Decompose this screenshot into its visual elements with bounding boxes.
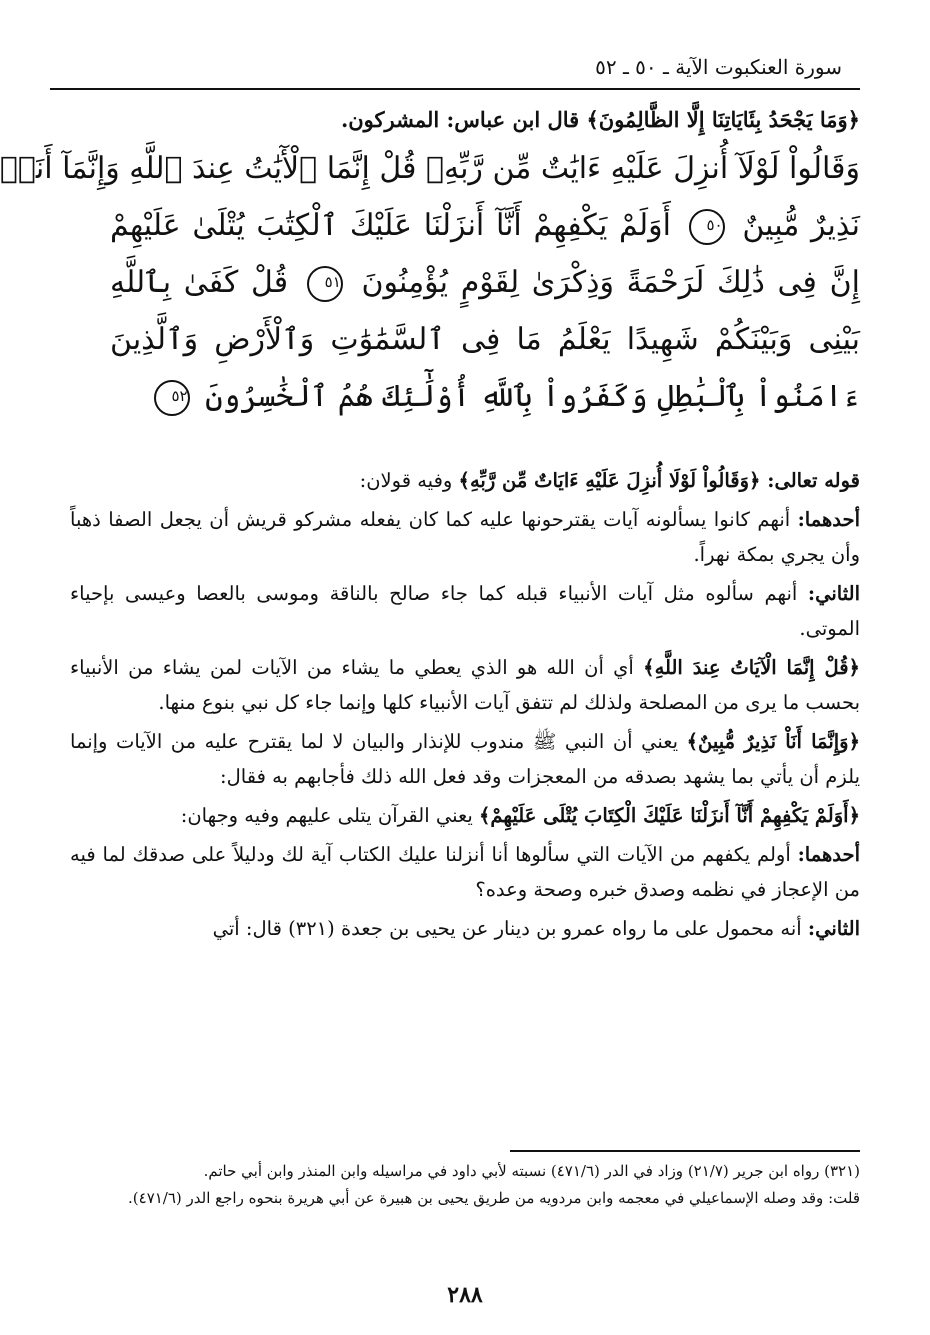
- paragraph-text: أولم يكفهم من الآيات التي سألوها أنا أنزلنا عليك الكتاب آية لك ودليلاً على صدقك لما فيه من الإعجاز في نظمه وصدق خبره وصحة وعده؟: [70, 843, 860, 901]
- header-divider: [50, 88, 860, 90]
- commentary-body: [70, 463, 860, 950]
- intro-line: ﴿وَمَا يَجْحَدُ بِئَايَاتِنَا إِلَّا الظَّالِمُونَ﴾ قال ابن عباس: المشركون.: [340, 107, 860, 132]
- paragraph: [70, 463, 860, 498]
- paragraph-text: وفيه قولان:: [359, 469, 459, 492]
- ayah-number-marker: ٥٠: [689, 209, 725, 245]
- paragraph: [70, 837, 860, 907]
- paragraph: [70, 576, 860, 646]
- paragraph-lead: أحدهما:: [797, 843, 860, 866]
- paragraph-lead: الثاني:: [807, 917, 860, 940]
- paragraph-text: أنه محمول على ما رواه عمرو بن دينار عن يحيى بن جعدة (٣٢١) قال: أتي: [212, 917, 808, 940]
- paragraph: [70, 798, 860, 833]
- paragraph: [70, 911, 860, 946]
- quran-segment: قُلْ كَفَىٰ بِٱللَّهِ: [110, 265, 289, 300]
- ayah-number-marker: ٥٢: [154, 380, 190, 416]
- paragraph-text: أي أن الله هو الذي يعطي ما يشاء من الآيات لمن يشاء من الأنبياء بحسب ما يرى من المصلحة ولذلك لم تتفق آيات الأنبياء كلها وإنما جاء كل نبي بنوع منها.: [70, 656, 860, 714]
- quran-line-3: [110, 254, 860, 311]
- paragraph: [70, 502, 860, 572]
- paragraph-lead: ﴿أَوَلَمْ يَكْفِهِمْ أَنَّآ أَنزَلْنَا عَلَيْكَ الْكِتَابَ يُتْلَى عَلَيْهِمْ﴾: [479, 804, 860, 827]
- paragraph: [70, 724, 860, 794]
- paragraph-text: يعني أن النبي ﷺ مندوب للإنذار والبيان لا لما يقترح عليه من الآيات وإنما يلزم أن يأتي بما يشهد بصدقه من المعجزات وقد فعل الله ذلك فأجابهم به فقال:: [70, 730, 860, 788]
- quran-segment: إِنَّ فِى ذَٰلِكَ لَرَحْمَةً وَذِكْرَىٰ لِقَوْمٍ يُؤْمِنُونَ: [361, 265, 860, 300]
- footnote: قلت: وقد وصله الإسماعيلي في معجمه وابن مردويه من طريق يحيى بن هبيرة عن أبي هريرة بنحوه راجع الدر (٤٧١/٦).: [128, 1189, 860, 1207]
- paragraph-text: أنهم كانوا يسألونه آيات يقترحونها عليه كما كان يفعله مشركو قريش أن يجعل الصفا ذهباً وأن يجري بمكة نهراً.: [70, 508, 860, 566]
- running-header: سورة العنكبوت الآية ـ ٥٠ ـ ٥٢: [595, 55, 842, 79]
- paragraph-lead: قوله تعالى: ﴿وَقَالُواْ لَوْلَا أُنزِلَ عَلَيْهِ ءَايَاتٌ مِّن رَّبِّهِ﴾: [458, 469, 860, 492]
- footnote-divider: [510, 1150, 860, 1152]
- paragraph: [70, 650, 860, 720]
- verse-block: [0, 100, 860, 425]
- paragraph-lead: ﴿وَإِنَّمَا أَنَاْ نَذِيرٌ مُّبِينٌ﴾: [686, 730, 861, 753]
- page-number: ٢٨٨: [447, 1282, 483, 1308]
- quran-segment: نَذِيرٌ مُّبِينٌ: [742, 208, 860, 243]
- paragraph-text: أنهم سألوه مثل آيات الأنبياء قبله كما جاء صالح بالناقة وموسى بالعصا وعيسى بإحياء الموتى.: [70, 582, 860, 640]
- footnote: (٣٢١) رواه ابن جرير (٢١/٧) وزاد في الدر (٤٧١/٦) نسبته لأبي داود في مراسيله وابن المنذر وابن أبي حاتم.: [203, 1162, 860, 1180]
- quran-line-1: وَقَالُواْ لَوْلَآ أُنزِلَ عَلَيْهِ ءَايَٰتٌ مِّن رَّبِّهِۦ قُلْ إِنَّمَا ٱلْأٓيَٰتُ عِندَ ٱللَّهِ وَإِنَّمَآ أَنَا۠: [0, 151, 860, 186]
- ayah-number-marker: ٥١: [307, 266, 343, 302]
- quran-segment: أَوَلَمْ يَكْفِهِمْ أَنَّآ أَنزَلْنَا عَلَيْكَ ٱلْكِتَٰبَ يُتْلَىٰ عَلَيْهِمْ: [110, 208, 671, 243]
- quran-line-4: بَيْنِى وَبَيْنَكُمْ شَهِيدًا يَعْلَمُ مَا فِى ٱلسَّمَٰوَٰتِ وَٱلْأَرْضِ وَٱلَّذِينَ: [110, 322, 860, 357]
- paragraph-lead: ﴿قُلْ إِنَّمَا الْآيَاتُ عِندَ اللَّهِ﴾: [643, 656, 860, 679]
- paragraph-lead: الثاني:: [807, 582, 860, 605]
- footnotes: [70, 1158, 860, 1212]
- quran-line-5: [110, 368, 860, 425]
- paragraph-lead: أحدهما:: [797, 508, 860, 531]
- quran-line-2: [110, 197, 860, 254]
- quran-segment: ءَامَنُواْ بِٱلْبَٰطِلِ وَكَفَرُواْ بِٱللَّهِ أُوْلَٰٓئِكَ هُمُ ٱلْخَٰسِرُونَ: [205, 379, 860, 414]
- paragraph-text: يعني القرآن يتلى عليهم وفيه وجهان:: [180, 804, 479, 827]
